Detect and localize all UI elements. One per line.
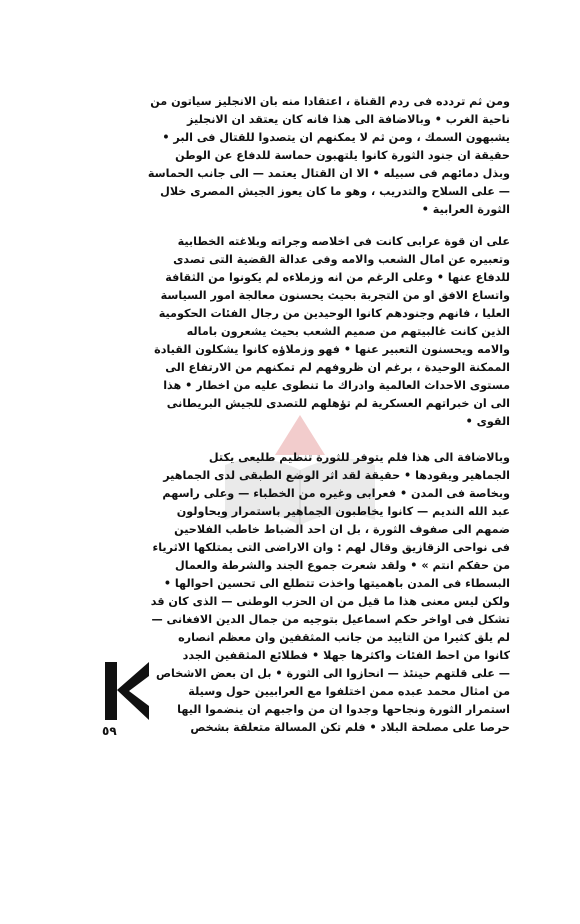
text-line: لم يلق كثيرا من التأييد من جانب المثقفين وأن معظم أنصاره xyxy=(178,632,510,644)
paragraph-3 xyxy=(100,452,510,740)
publisher-k-logo-icon xyxy=(101,660,153,722)
text-line: الجماهير ويقودها • حقيقة لقد أثر الوضع الطبقى لدى الجماهير xyxy=(163,470,510,482)
text-line: — على قلتهم حينئذ — انحازوا الى الثورة • بل ان بعض الاشخاص xyxy=(155,668,510,680)
text-line: كانوا من أحط الفئات وأكثرها جهلا • فطلائع المثقفين الجدد xyxy=(182,650,510,662)
text-line: وآلامه ويحسنون التعبير عنها • فهو وزملاؤه كانوا يشكلون القيادة xyxy=(154,344,510,356)
text-line: حرصاً على مصلحة البلاد • فلم تكن المسألة متعلقة بشخص xyxy=(190,722,510,734)
text-line: الثورة العرابية • xyxy=(421,204,510,216)
text-line: وتعبيره عن آمال الشعب وآلامه وفى عدالة القضية التى تصدى xyxy=(173,254,510,266)
text-line: من أمثال محمد عبده ممن اختلفوا مع العرابيين حول وسيلة xyxy=(188,686,510,698)
text-line: ولكن ليس معنى هذا ما قيل من أن الحزب الوطنى — الذى كان قد xyxy=(150,596,510,608)
page-number: ٥٩ xyxy=(102,724,117,738)
text-line: وبذل دمائهم فى سبيله • الا أن القتال يعتمد — الى جانب الحماسة xyxy=(147,168,510,180)
text-line: ضمهم الى صفوف الثورة ، بل ان أحد الضباط خاطب الفلاحين xyxy=(174,524,510,536)
text-line: من حقكم انتم » • ولقد شعرت جموع الجند والشرطة والعمال xyxy=(175,560,510,572)
text-line: الذين كانت غالبيتهم من صميم الشعب بحيث يشعرون بآماله xyxy=(186,326,510,338)
paragraph-1 xyxy=(100,96,510,222)
text-line: ومن ثم تردده فى ردم القناة ، اعتقاداً منه بأن الانجليز سيأتون من xyxy=(150,96,510,108)
text-line: فى نواحى الزقازيق وقال لهم : وان الاراضى التى يمتلكها الاثرياء xyxy=(152,542,510,554)
paragraph-2 xyxy=(100,236,510,434)
text-line: على أن قوة عرابى كانت فى اخلاصه وجراته وبلاغته الخطابية xyxy=(177,236,510,248)
text-line: الممكنة الوحيدة ، برغم أن ظروفهم لم تمكنهم من الارتفاع الى xyxy=(165,362,510,374)
text-line: تشكل فى أواخر حكم اسماعيل بتوجيه من جمال الدين الافغانى — xyxy=(151,614,510,626)
text-line: القوى • xyxy=(465,416,510,428)
text-line: للدفاع عنها • وعلى الرغم من انه وزملاءه لم يكونوا من الثقافة xyxy=(165,272,510,284)
text-line: ناحية الغرب • وبالاضافة الى هذا فانه كان يعتقد أن الانجليز xyxy=(187,114,510,126)
text-line: العليا ، فانهم وجنودهم كانوا الوحيدين من رجال الفئات الحكومية xyxy=(158,308,510,320)
text-line: وبخاصة فى المدن • فعرابى وغيره من الخطباء — وعلى رأسهم xyxy=(162,488,510,500)
text-line: الى أن خبراتهم العسكرية لم تؤهلهم للتصدى للجيش البريطانى xyxy=(166,398,510,410)
text-line: استمرار الثورة ونجاحها وجدوا أن من واجبهم أن ينضموا اليها xyxy=(177,704,510,716)
text-line: وبالاضافة الى هذا فلم يتوفر للثورة تنظيم طليعى يكتل xyxy=(208,452,510,464)
text-line: يشبهون السمك ، ومن ثم لا يمكنهم أن يتصدوا للقتال فى البر • xyxy=(162,132,510,144)
text-line: حقيقة ان جنود الثورة كانوا يلتهبون حماسة للدفاع عن الوطن xyxy=(175,150,510,162)
text-line: واتساع الافق أو من التجربة بحيث يحسنون معالجة أمور السياسة xyxy=(160,290,510,302)
text-line: مستوى الأحداث العالمية وادراك ما تنطوى عليه من أخطار • هذا xyxy=(163,380,510,392)
text-line: — على السلاح والتدريب ، وهو ما كان يعوز الجيش المصرى خلال xyxy=(160,186,510,198)
text-line: البسطاء فى المدن بأهميتها وأخذت تتطلع الى تحسين أحوالها • xyxy=(163,578,510,590)
text-line: عبد الله النديم — كانوا يخاطبون الجماهير باستمرار ويحاولون xyxy=(176,506,510,518)
